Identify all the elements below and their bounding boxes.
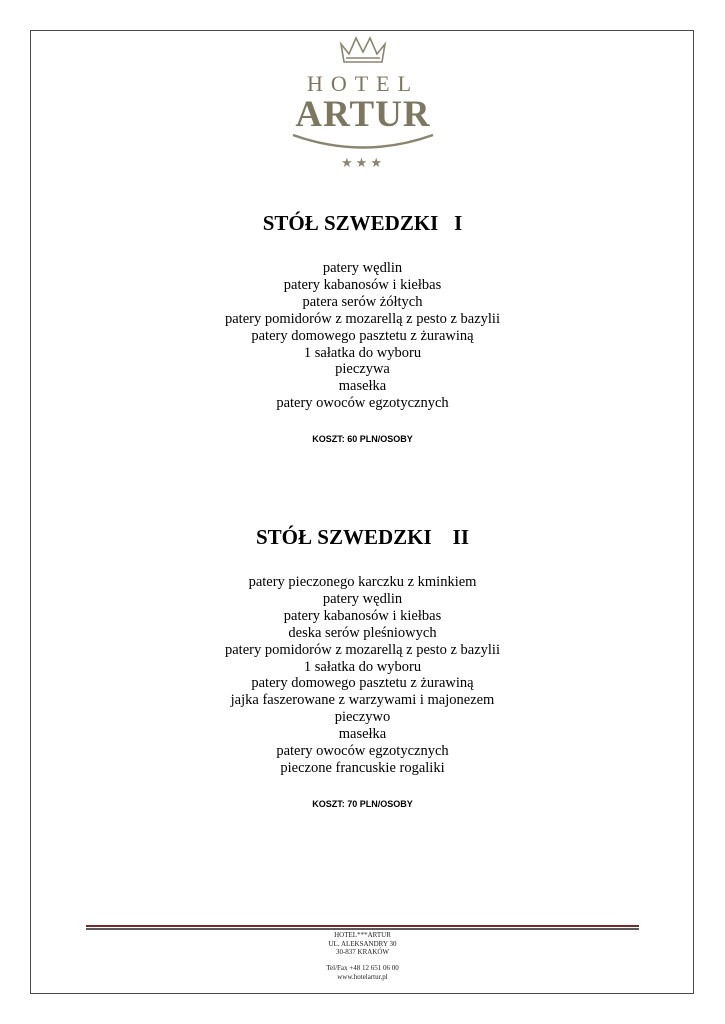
menu-item: patery owoców egzotycznych — [276, 743, 449, 760]
hotel-logo — [0, 32, 725, 172]
footer-street: UL. ALEKSANDRY 30 — [328, 939, 397, 948]
page-border — [30, 30, 694, 994]
menu-item: patery wędlin — [322, 590, 403, 607]
menu-item: patery domowego pasztetu z żurawiną — [251, 675, 474, 692]
menu-item: masełka — [338, 726, 387, 743]
menu-item: patera serów żółtych — [302, 293, 423, 310]
menu-item: deska serów pleśniowych — [288, 624, 437, 641]
menu-item: patery kabanosów i kiełbas — [283, 276, 442, 293]
logo-stars: ★★★ — [340, 156, 385, 171]
logo-graphic — [263, 32, 463, 172]
footer-contact — [0, 964, 725, 981]
menu-item: pieczone francuskie rogaliki — [280, 759, 445, 776]
footer-address — [0, 931, 725, 957]
section-1-title: STÓŁ SZWEDZKI I — [262, 211, 463, 235]
footer-city: 30-837 KRAKÓW — [335, 948, 390, 957]
menu-item: patery wędlin — [322, 260, 403, 276]
menu-item: masełka — [338, 378, 387, 395]
section-2-price: KOSZT: 70 PLN/OSOBY — [312, 799, 413, 809]
menu-item: 1 sałatka do wyboru — [303, 344, 422, 361]
footer-hotel-name: HOTEL***ARTUR — [334, 931, 391, 939]
logo-artur-text: ARTUR — [294, 94, 431, 135]
menu-item: patery domowego pasztetu z żurawiną — [251, 327, 474, 344]
menu-item: patery pieczonego karczku z kminkiem — [248, 574, 477, 590]
section-2-menu — [0, 574, 725, 777]
section-1-price: KOSZT: 60 PLN/OSOBY — [312, 434, 413, 444]
crown-icon — [341, 38, 385, 62]
section-1-menu — [0, 260, 725, 412]
menu-item: pieczywa — [335, 361, 390, 378]
footer-website: www.hotelartur.pl — [337, 972, 388, 981]
menu-item: patery kabanosów i kiełbas — [283, 607, 442, 624]
menu-item: jajka faszerowane z warzywami i majonezem — [230, 692, 495, 709]
menu-item: patery pomidorów z mozarellą z pesto z bazylii — [225, 641, 500, 658]
logo-hotel-text: HOTEL — [306, 71, 419, 96]
menu-item: 1 sałatka do wyboru — [303, 658, 422, 675]
logo-swoosh — [293, 135, 433, 148]
menu-item: patery owoców egzotycznych — [276, 395, 449, 412]
section-2-title: STÓŁ SZWEDZKI II — [256, 525, 469, 549]
menu-item: pieczywo — [334, 709, 391, 726]
footer-divider — [86, 925, 639, 930]
footer-phone: Tel/Fax +48 12 651 06 00 — [326, 964, 399, 972]
menu-item: patery pomidorów z mozarellą z pesto z bazylii — [225, 310, 500, 327]
